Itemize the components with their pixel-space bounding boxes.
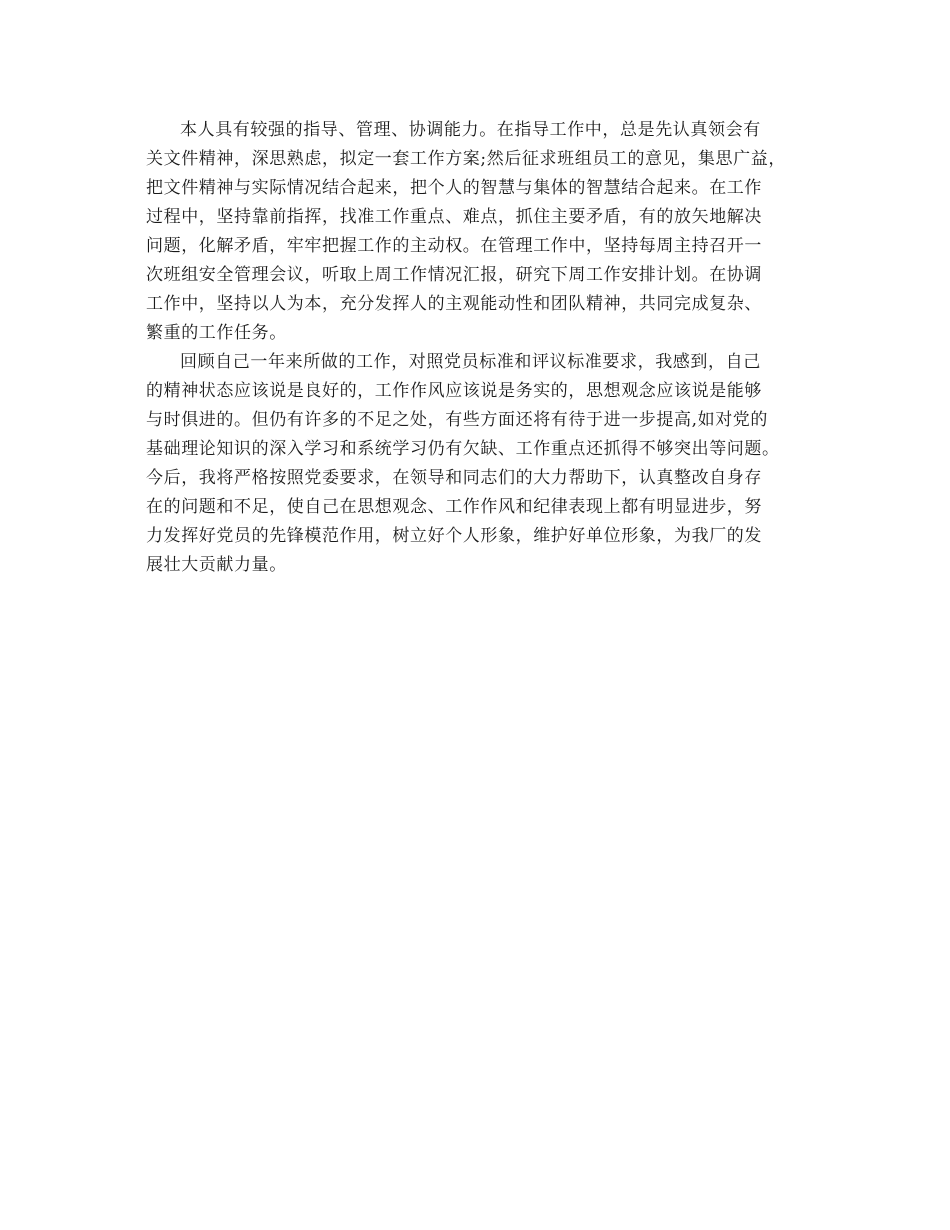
paragraph-line: 工作中，坚持以人为本，充分发挥人的主观能动性和团队精神，共同完成复杂、 (146, 294, 762, 314)
paragraph-leadership (146, 116, 826, 348)
paragraph-line: 今后，我将严格按照党委要求，在领导和同志们的大力帮助下，认真整改自身存 (146, 468, 762, 488)
paragraph-line: 在的问题和不足，使自己在思想观念、工作作风和纪律表现上都有明显进步，努 (146, 497, 762, 517)
paragraph-line: 基础理论知识的深入学习和系统学习仍有欠缺、工作重点还抓得不够突出等问题。 (146, 439, 780, 459)
paragraph-line: 过程中，坚持靠前指挥，找准工作重点、难点，抓住主要矛盾，有的放矢地解决 (146, 207, 762, 227)
paragraph-line: 本人具有较强的指导、管理、协调能力。在指导工作中，总是先认真领会有 (180, 120, 761, 140)
paragraph-line: 的精神状态应该说是良好的，工作作风应该说是务实的，思想观念应该说是能够 (146, 381, 762, 401)
paragraph-line: 力发挥好党员的先锋模范作用，树立好个人形象，维护好单位形象，为我厂的发 (146, 526, 762, 546)
paragraph-line: 展壮大贡献力量。 (146, 555, 287, 575)
paragraph-line: 回顾自己一年来所做的工作，对照党员标准和评议标准要求，我感到，自己 (180, 352, 761, 372)
paragraph-line: 繁重的工作任务。 (146, 323, 287, 343)
paragraph-line: 次班组安全管理会议，听取上周工作情况汇报，研究下周工作安排计划。在协调 (146, 265, 762, 285)
paragraph-line: 问题，化解矛盾，牢牢把握工作的主动权。在管理工作中，坚持每周主持召开一 (146, 236, 762, 256)
paragraph-line: 把文件精神与实际情况结合起来，把个人的智慧与集体的智慧结合起来。在工作 (146, 178, 762, 198)
paragraph-line: 关文件精神，深思熟虑，拟定一套工作方案;然后征求班组员工的意见，集思广益， (146, 149, 786, 169)
document-body (146, 116, 826, 580)
paragraph-line: 与时俱进的。但仍有许多的不足之处，有些方面还将有待于进一步提高,如对党的 (146, 410, 769, 430)
paragraph-review (146, 348, 826, 580)
